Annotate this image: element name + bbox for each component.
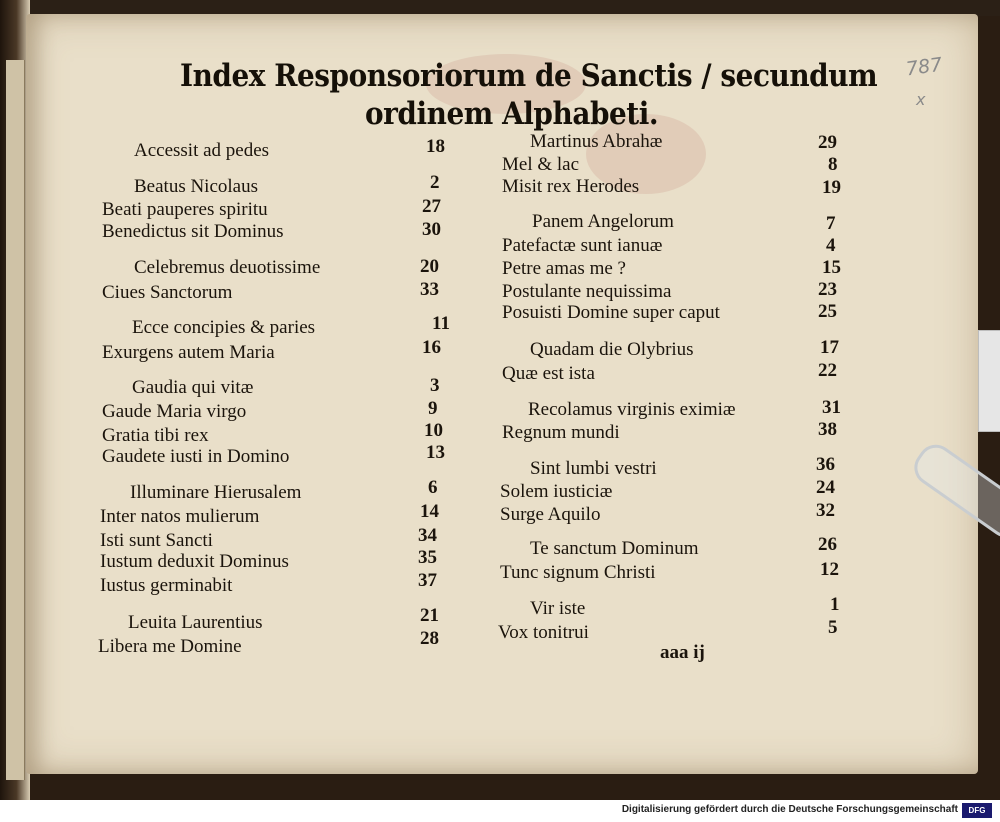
index-entry: Posuisti Domine super caput <box>502 302 720 323</box>
index-entry: Gaude Maria virgo <box>102 401 247 422</box>
entry-number: 5 <box>828 617 838 638</box>
entry-number: 4 <box>826 235 836 256</box>
index-entry: Postulante nequissima <box>502 281 672 302</box>
index-entry: Recolamus virginis eximiæ <box>528 399 736 420</box>
index-entry: Libera me Domine <box>98 636 242 657</box>
entry-number: 22 <box>818 360 837 381</box>
index-entry: Ciues Sanctorum <box>102 282 233 303</box>
index-entry: Patefactæ sunt ianuæ <box>502 235 663 256</box>
page-tab <box>978 330 1000 432</box>
signature-mark: aaa ij <box>660 642 705 663</box>
entry-number: 29 <box>818 132 837 153</box>
index-entry: Martinus Abrahæ <box>530 131 663 152</box>
index-entry: Vox tonitrui <box>498 622 589 643</box>
index-entry: Vir iste <box>530 598 586 619</box>
entry-number: 13 <box>426 442 445 463</box>
entry-number: 23 <box>818 279 837 300</box>
entry-number: 7 <box>826 213 836 234</box>
entry-number: 28 <box>420 628 439 649</box>
entry-number: 18 <box>426 136 445 157</box>
index-entry: Inter natos mulierum <box>100 506 260 527</box>
page-subtitle: ordinem Alphabeti. <box>365 96 659 132</box>
index-entry: Accessit ad pedes <box>134 140 270 161</box>
index-entry: Te sanctum Dominum <box>530 538 699 559</box>
index-entry: Quadam die Olybrius <box>530 339 694 360</box>
index-entry: Isti sunt Sancti <box>100 530 213 551</box>
entry-number: 3 <box>430 375 440 396</box>
index-entry: Tunc signum Christi <box>500 562 656 583</box>
entry-number: 27 <box>422 196 441 217</box>
entry-number: 33 <box>420 279 439 300</box>
pencil-shelfmark: 787 <box>904 53 944 81</box>
entry-number: 34 <box>418 525 437 546</box>
entry-number: 8 <box>828 154 838 175</box>
entry-number: 26 <box>818 534 837 555</box>
entry-number: 25 <box>818 301 837 322</box>
index-entry: Beati pauperes spiritu <box>102 199 268 220</box>
index-entry: Mel & lac <box>502 154 580 175</box>
entry-number: 6 <box>428 477 438 498</box>
index-entry: Regnum mundi <box>502 422 620 443</box>
index-entry: Sint lumbi vestri <box>530 458 657 479</box>
entry-number: 12 <box>820 559 839 580</box>
entry-number: 30 <box>422 219 441 240</box>
index-entry: Exurgens autem Maria <box>102 342 275 363</box>
index-entry: Gaudia qui vitæ <box>132 377 254 398</box>
entry-number: 1 <box>830 594 840 615</box>
entry-number: 17 <box>820 337 839 358</box>
entry-number: 24 <box>816 477 835 498</box>
entry-number: 37 <box>418 570 437 591</box>
index-entry: Leuita Laurentius <box>128 612 263 633</box>
index-entry: Benedictus sit Dominus <box>102 221 284 242</box>
previous-page-edge <box>6 60 25 780</box>
index-entry: Gaudete iusti in Domino <box>102 446 290 467</box>
index-entry: Beatus Nicolaus <box>134 176 259 197</box>
index-entry: Iustus germinabit <box>100 575 233 596</box>
index-entry: Ecce concipies & paries <box>132 317 316 338</box>
index-entry: Quæ est ista <box>502 363 595 384</box>
digitization-footer <box>0 800 1000 822</box>
entry-number: 16 <box>422 337 441 358</box>
entry-number: 32 <box>816 500 835 521</box>
index-entry: Surge Aquilo <box>500 504 601 525</box>
entry-number: 19 <box>822 177 841 198</box>
entry-number: 38 <box>818 419 837 440</box>
entry-number: 15 <box>822 257 841 278</box>
entry-number: 11 <box>432 313 450 334</box>
index-entry: Misit rex Herodes <box>502 176 640 197</box>
entry-number: 35 <box>418 547 437 568</box>
index-entry: Petre amas me ? <box>502 258 626 279</box>
entry-number: 14 <box>420 501 439 522</box>
entry-number: 2 <box>430 172 440 193</box>
index-entry: Iustum deduxit Dominus <box>100 551 289 572</box>
pencil-cross: x <box>916 90 926 109</box>
entry-number: 31 <box>822 397 841 418</box>
index-entry: Panem Angelorum <box>532 211 674 232</box>
page-title: Index Responsoriorum de Sanctis / secundum <box>180 58 878 94</box>
index-entry: Celebremus deuotissime <box>134 257 321 278</box>
index-entry: Illuminare Hierusalem <box>130 482 302 503</box>
entry-number: 20 <box>420 256 439 277</box>
entry-number: 36 <box>816 454 835 475</box>
footer-credit: Digitalisierung gefördert durch die Deutsche Forschungsgemeinschaft <box>621 804 958 815</box>
dfg-logo: DFG <box>962 803 992 818</box>
entry-number: 21 <box>420 605 439 626</box>
index-entry: Gratia tibi rex <box>102 425 209 446</box>
entry-number: 10 <box>424 420 443 441</box>
entry-number: 9 <box>428 398 438 419</box>
index-entry: Solem iusticiæ <box>500 481 613 502</box>
